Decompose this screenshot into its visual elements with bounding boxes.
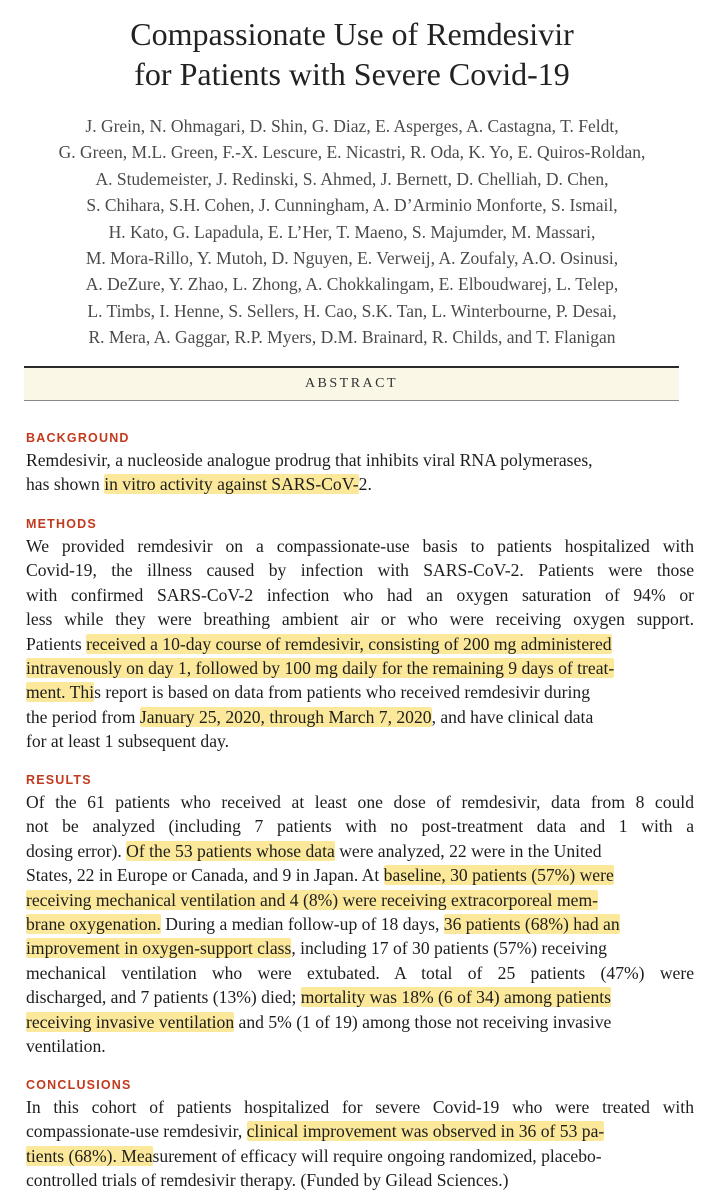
background-section	[26, 430, 694, 497]
body-line: In this cohort of patients hospitalized for severe Covid-19 who were treated with	[26, 1097, 694, 1117]
body-line: Of the 61 patients who received at least one dose of remdesivir, data from 8 could	[26, 792, 694, 812]
body-line	[26, 680, 694, 704]
author-line: H. Kato, G. Lapadula, E. L’Her, T. Maeno, S. Majumder, M. Massari,	[108, 221, 596, 242]
body-line	[26, 705, 694, 729]
highlight: in vitro activity against SARS-CoV-	[104, 474, 359, 495]
text-run: surement of efficacy will require ongoing randomized, placebo-	[152, 1145, 602, 1166]
body-line	[26, 1010, 694, 1034]
body-line	[26, 656, 694, 680]
body-line: ventilation.	[26, 1036, 106, 1057]
highlight: intravenously on day 1, followed by 100 mg daily for the remaining 9 days of treat-	[26, 658, 615, 679]
author-line: R. Mera, A. Gaggar, R.P. Myers, D.M. Brainard, R. Childs, and T. Flanigan	[88, 327, 616, 348]
conclusions-body	[26, 1095, 694, 1193]
methods-heading: METHODS	[26, 517, 97, 531]
highlight: 36 patients (68%) had an	[443, 914, 620, 935]
highlight: clinical improvement was observed in 36 of 53 pa-	[246, 1121, 605, 1142]
text-run: were analyzed, 22 were in the United	[334, 840, 602, 861]
body-line	[26, 985, 694, 1009]
conclusions-section	[26, 1077, 694, 1193]
highlight: January 25, 2020, through March 7, 2020	[139, 706, 432, 727]
body-line	[26, 912, 694, 936]
highlight: improvement in oxygen-support class	[26, 938, 292, 959]
author-line: M. Mora-Rillo, Y. Mutoh, D. Nguyen, E. Verweij, A. Zoufaly, A.O. Osinusi,	[85, 248, 619, 269]
abstract-header-bar	[24, 366, 679, 401]
text-run: discharged, and 7 patients (13%) died;	[26, 987, 301, 1008]
body-line	[26, 632, 694, 656]
text-run: , and have clinical data	[431, 706, 594, 727]
highlight: receiving mechanical ventilation and 4 (8%) were receiving extracorporeal mem-	[26, 889, 599, 910]
highlight: ment. Thi	[26, 682, 95, 703]
body-line: controlled trials of remdesivir therapy. (Funded by Gilead Sciences.)	[26, 1170, 509, 1191]
highlight: Of the 53 patients whose data	[126, 840, 335, 861]
methods-body	[26, 534, 694, 754]
text-run: the period from	[26, 706, 140, 727]
highlight: receiving invasive ventilation	[26, 1011, 235, 1032]
article-title	[0, 14, 704, 94]
body-line	[26, 1119, 694, 1143]
results-body	[26, 790, 694, 1058]
body-line	[26, 1144, 694, 1168]
highlight: received a 10-day course of remdesivir, consisting of 200 mg administered	[86, 633, 612, 654]
body-line	[26, 863, 694, 887]
body-line	[26, 936, 694, 960]
body-line: Covid-19, the illness caused by infection with SARS-CoV-2. Patients were those	[26, 560, 694, 581]
text-run: , including 17 of 30 patients (57%) receiving	[291, 938, 607, 959]
text-run: and 5% (1 of 19) among those not receiving invasive	[234, 1011, 612, 1032]
author-line: A. Studemeister, J. Redinski, S. Ahmed, J. Bernett, D. Chelliah, D. Chen,	[95, 168, 609, 189]
background-body	[26, 448, 694, 497]
abstract-label: ABSTRACT	[304, 376, 399, 391]
body-line: not be analyzed (including 7 patients with no post-treatment data and 1 with a	[26, 816, 694, 837]
body-line: mechanical ventilation who were extubated. A total of 25 patients (47%) were	[26, 962, 694, 983]
text-run: During a median follow-up of 18 days,	[160, 914, 444, 935]
body-line: We provided remdesivir on a compassionate-use basis to patients hospitalized with	[26, 536, 694, 556]
results-section	[26, 772, 694, 1058]
text-run: s report is based on data from patients who received remdesivir during	[94, 682, 590, 703]
author-line: L. Timbs, I. Henne, S. Sellers, H. Cao, S.K. Tan, L. Winterbourne, P. Desai,	[87, 300, 617, 321]
body-line: with confirmed SARS-CoV-2 infection who had an oxygen saturation of 94% or	[26, 584, 694, 605]
background-heading: BACKGROUND	[26, 431, 130, 445]
author-line: A. DeZure, Y. Zhao, L. Zhong, A. Chokkalingam, E. Elboudwarej, L. Telep,	[85, 274, 619, 295]
results-heading: RESULTS	[26, 773, 92, 787]
highlight: brane oxygenation.	[26, 914, 161, 935]
author-line: J. Grein, N. Ohmagari, D. Shin, G. Diaz, E. Asperges, A. Castagna, T. Feldt,	[85, 116, 619, 136]
body-line: Remdesivir, a nucleoside analogue prodrug that inhibits viral RNA polymerases,	[26, 450, 593, 470]
text-run: compassionate-use remdesivir,	[26, 1121, 247, 1142]
title-line-2: for Patients with Severe Covid-19	[134, 56, 570, 92]
text-run: Patients	[26, 633, 87, 654]
highlight: mortality was 18% (6 of 34) among patients	[300, 987, 612, 1008]
body-line	[26, 839, 694, 863]
methods-section	[26, 516, 694, 754]
text-run: dosing error).	[26, 840, 127, 861]
conclusions-heading: CONCLUSIONS	[26, 1078, 132, 1092]
title-line-1: Compassionate Use of Remdesivir	[130, 16, 574, 52]
highlight: baseline, 30 patients (57%) were	[383, 865, 614, 886]
body-line	[26, 472, 694, 496]
body-line: for at least 1 subsequent day.	[26, 731, 230, 752]
author-list	[30, 113, 674, 351]
author-line: S. Chihara, S.H. Cohen, J. Cunningham, A. D’Arminio Monforte, S. Ismail,	[86, 195, 618, 216]
body-line: less while they were breathing ambient air or who were receiving oxygen support.	[26, 609, 694, 630]
body-line	[26, 888, 694, 912]
text-run: has shown	[26, 474, 105, 495]
text-run: States, 22 in Europe or Canada, and 9 in Japan. At	[26, 865, 384, 886]
highlight: tients (68%). Mea	[26, 1145, 153, 1166]
text-run: 2.	[358, 474, 372, 495]
author-line: G. Green, M.L. Green, F.-X. Lescure, E. Nicastri, R. Oda, K. Yo, E. Quiros-Roldan,	[58, 142, 646, 163]
